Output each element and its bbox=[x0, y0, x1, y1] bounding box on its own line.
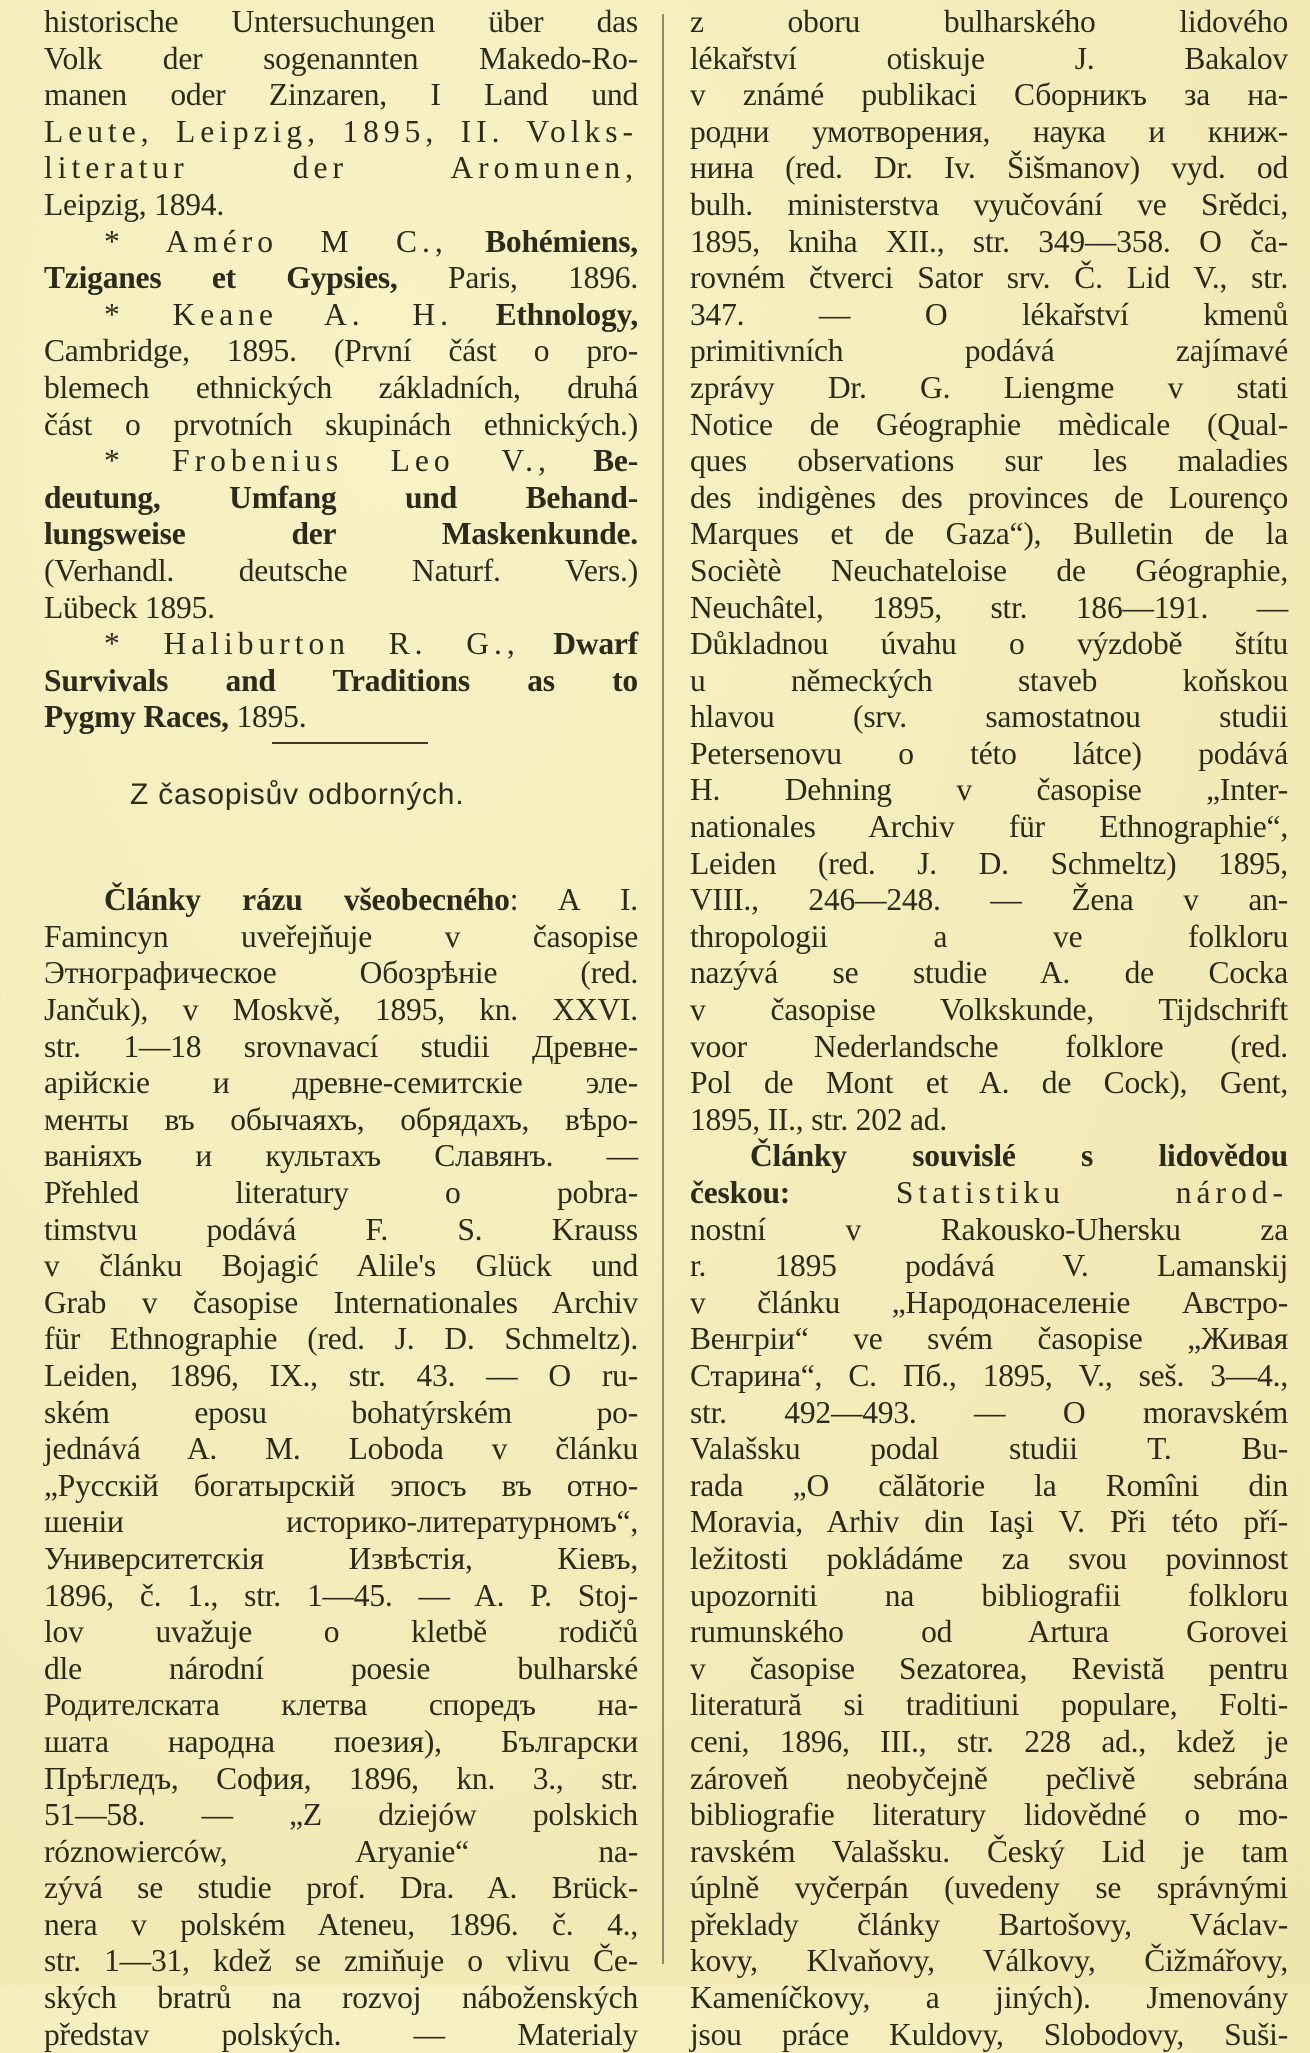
heading-bold: českou: bbox=[690, 1175, 791, 1210]
heading-bold: Články rázu všeobecného bbox=[104, 882, 510, 918]
entry-author: * Haliburton R. G., bbox=[104, 626, 520, 662]
text-line: Прѣгледъ, София, 1896, kn. 3., str. bbox=[44, 1760, 638, 1796]
article-body bbox=[690, 4, 1288, 1138]
text-line: u německých staveb koňskou bbox=[690, 662, 1288, 698]
text-line: des indigènes des provinces de Lourenço bbox=[690, 479, 1288, 515]
text-line: ských bratrů na rozvoj náboženských bbox=[44, 1980, 638, 2016]
text-line: v článku „Народонаселеніе Австро- bbox=[690, 1284, 1288, 1320]
text-line: Petersenovu o této látce) podává bbox=[690, 735, 1288, 771]
entry-title: Be- bbox=[593, 443, 638, 479]
text-line: bibliografie literatury lidovědné o mo- bbox=[690, 1797, 1288, 1833]
text-line: für Ethnographie (red. J. D. Schmeltz). bbox=[44, 1321, 638, 1357]
text-line: v známé publikaci Сборникъ за на- bbox=[690, 77, 1288, 113]
heading-tail: Statistiku národ- bbox=[895, 1175, 1288, 1210]
text-line: Венгріи“ ve svém časopise „Живая bbox=[690, 1321, 1288, 1357]
text-line: jednává A. M. Loboda v článku bbox=[44, 1431, 638, 1467]
text-line: r. 1895 podává V. Lamanskij bbox=[690, 1248, 1288, 1284]
text-line: Survivals and Traditions as to bbox=[44, 662, 638, 698]
text-line: zývá se studie prof. Dra. A. Brück- bbox=[44, 1870, 638, 1906]
text-line: historische Untersuchungen über das bbox=[44, 4, 638, 39]
text-line: v článku Bojagić Alile's Glück und bbox=[44, 1248, 638, 1284]
text-line: lov uvažuje o kletbě rodičů bbox=[44, 1614, 638, 1650]
text-line: H. Dehning v časopise „Inter- bbox=[690, 772, 1288, 808]
article-body bbox=[690, 1212, 1288, 2053]
entry-title: Tziganes et Gypsies, bbox=[44, 260, 398, 296]
text-line: ském eposu bohatýrském po- bbox=[44, 1394, 638, 1430]
text-line: ceni, 1896, III., str. 228 ad., kdež je bbox=[690, 1723, 1288, 1759]
text-line: Jančuk), v Moskvě, 1895, kn. XXVI. bbox=[44, 992, 638, 1028]
text-line: thropologii a ve folkloru bbox=[690, 918, 1288, 954]
text-line: Lübeck 1895. bbox=[44, 589, 215, 625]
text-line: kovy, Klvaňovy, Válkovy, Čižmářovy, bbox=[690, 1943, 1288, 1979]
bib-entry-keane bbox=[44, 297, 638, 334]
heading-tail: : A I. bbox=[509, 882, 638, 918]
text-line: Kameníčkovy, a jiných). Jmenovány bbox=[690, 1980, 1288, 2016]
text-line: ležitosti pokládáme za svou povinnost bbox=[690, 1540, 1288, 1576]
right-column bbox=[690, 4, 1288, 2053]
text-line: bulh. ministerstva vyučování ve Srědci, bbox=[690, 186, 1288, 222]
entry-author: * Frobenius Leo V., bbox=[104, 443, 551, 479]
text-line: Leiden (red. J. D. Schmeltz) 1895, bbox=[690, 845, 1288, 881]
text-line: Valašsku podal studii T. Bu- bbox=[690, 1431, 1288, 1467]
text-line: primitivních podává zajímavé bbox=[690, 333, 1288, 369]
text-line: Родителската клетва споредъ на- bbox=[44, 1687, 638, 1723]
text-line: 347. — O lékařství kmenů bbox=[690, 296, 1288, 332]
text-line: str. 1—18 srovnavací studii Древне- bbox=[44, 1028, 638, 1064]
text-line: Moravia, Arhiv din Iaşi V. Při této pří- bbox=[690, 1504, 1288, 1540]
text-line: překlady články Bartošovy, Václav- bbox=[690, 1906, 1288, 1942]
text-line: „Русскій богатырскій эпосъ въ отно- bbox=[44, 1467, 638, 1503]
text-line: lékařství otiskuje J. Bakalov bbox=[690, 40, 1288, 76]
text-line: rovném čtverci Sator srv. Č. Lid V., str. bbox=[690, 260, 1288, 296]
text-line: Přehled literatury o pobra- bbox=[44, 1175, 638, 1210]
text-line: ваніяхъ и культахъ Славянъ. — bbox=[44, 1138, 638, 1174]
article-heading-general bbox=[44, 882, 638, 919]
text-line: Pol de Mont et A. de Cock), Gent, bbox=[690, 1065, 1288, 1101]
bib-entry-haliburton bbox=[44, 626, 638, 663]
text-line: upozorniti na bibliografii folkloru bbox=[690, 1577, 1288, 1613]
entry-publication: Paris, 1896. bbox=[448, 260, 638, 296]
text-line: нина (red. Dr. Iv. Šišmanov) vyd. od bbox=[690, 150, 1288, 186]
left-column bbox=[44, 4, 638, 2053]
text-line: z oboru bulharského lidového bbox=[690, 4, 1288, 39]
text-line bbox=[44, 699, 638, 736]
text-line: ques observations sur les maladies bbox=[690, 443, 1288, 479]
text-line: Leiden, 1896, IX., str. 43. — O ru- bbox=[44, 1357, 638, 1393]
text-line: 1895, II., str. 202 ad. bbox=[690, 1101, 947, 1137]
text-line: Leute, Leipzig, 1895, II. Volks- bbox=[44, 113, 638, 149]
text-line: str. 492—493. — O moravském bbox=[690, 1394, 1288, 1430]
text-line: róznowierców, Aryanie“ na- bbox=[44, 1833, 638, 1869]
entry-title: Dwarf bbox=[553, 626, 638, 662]
text-line bbox=[44, 260, 638, 297]
entry-title: Pygmy Races, bbox=[44, 699, 229, 735]
text-line: část o prvotních skupinách ethnických.) bbox=[44, 406, 638, 442]
text-line: VIII., 246—248. — Žena v an- bbox=[690, 882, 1288, 918]
column-divider bbox=[662, 14, 664, 1964]
entry-author: * Améro M C., bbox=[104, 223, 448, 259]
text-line: (Verhandl. deutsche Naturf. Vers.) bbox=[44, 552, 638, 588]
text-line: ravském Valašsku. Český Lid je tam bbox=[690, 1833, 1288, 1869]
text-line: v časopise Volkskunde, Tijdschrift bbox=[690, 992, 1288, 1028]
text-line: Marques et de Gaza“), Bulletin de la bbox=[690, 516, 1288, 552]
text-line: zprávy Dr. G. Liengme v stati bbox=[690, 369, 1288, 405]
entry-author: * Keane A. H. bbox=[104, 296, 453, 332]
section-rule bbox=[272, 742, 428, 744]
text-line: voor Nederlandsche folklore (red. bbox=[690, 1028, 1288, 1064]
text-line: nationales Archiv für Ethnographie“, bbox=[690, 809, 1288, 845]
text-line: Университетскія Извѣстія, Кіевъ, bbox=[44, 1540, 638, 1576]
text-line: Leipzig, 1894. bbox=[44, 186, 225, 222]
text-line: timstvu podává F. S. Krauss bbox=[44, 1211, 638, 1247]
text-line: nera v polském Ateneu, 1896. č. 4., bbox=[44, 1906, 638, 1942]
text-line: арійскіе и древне-семитскіе эле- bbox=[44, 1065, 638, 1101]
text-line: lungsweise der Maskenkunde. bbox=[44, 516, 638, 552]
text-line: v časopise Sezatorea, Revistă pentru bbox=[690, 1650, 1288, 1686]
text-line: Famincyn uveřejňuje v časopise bbox=[44, 918, 638, 954]
text-line: literatură si traditiuni populare, Folti- bbox=[690, 1687, 1288, 1723]
article-heading-czech: Články souvislé s lidovědou bbox=[750, 1138, 1288, 1174]
text-line: úplně vyčerpán (uvedeny se správnými bbox=[690, 1870, 1288, 1906]
text-line: Notice de Géographie mèdicale (Qual- bbox=[690, 406, 1288, 442]
text-line: родни умотворения, наука и книж- bbox=[690, 113, 1288, 149]
text-line: 51—58. — „Z dziejów polskich bbox=[44, 1797, 638, 1833]
text-line bbox=[690, 1175, 1288, 1212]
text-line: Sociètè Neuchateloise de Géographie, bbox=[690, 552, 1288, 588]
bib-entry-frobenius bbox=[44, 443, 638, 480]
text-line: Volk der sogenannten Makedo-Ro- bbox=[44, 40, 638, 76]
text-line: jsou práce Kuldovy, Slobodovy, Suši- bbox=[690, 2016, 1288, 2052]
text-line: manen oder Zinzaren, I Land und bbox=[44, 77, 638, 113]
text-line: představ polských. — Materialy bbox=[44, 2016, 638, 2052]
entry-year: 1895. bbox=[236, 699, 307, 735]
bib-entry-amero bbox=[44, 224, 638, 261]
text-line: dle národní poesie bulharské bbox=[44, 1650, 638, 1686]
text-line: Neuchâtel, 1895, str. 186—191. — bbox=[690, 589, 1288, 625]
text-line: literatur der Aromunen, bbox=[44, 150, 638, 186]
text-line: Cambridge, 1895. (První část o pro- bbox=[44, 333, 638, 369]
text-line: str. 1—31, kdež se zmiňuje o vlivu Če- bbox=[44, 1943, 638, 1979]
text-line: шата народна поезия), Български bbox=[44, 1723, 638, 1759]
text-line: hlavou (srv. samostatnou studii bbox=[690, 699, 1288, 735]
text-line: Důkladnou úvahu o výzdobě štítu bbox=[690, 626, 1288, 662]
text-line: 1896, č. 1., str. 1—45. — A. P. Stoj- bbox=[44, 1577, 638, 1613]
section-heading: Z časopisův odborných. bbox=[130, 778, 465, 811]
text-line: deutung, Umfang und Behand- bbox=[44, 479, 638, 515]
text-line: rada „O călătorie la Romîni din bbox=[690, 1467, 1288, 1503]
text-line: nazývá se studie A. de Cocka bbox=[690, 955, 1288, 991]
text-line: 1895, kniha XII., str. 349—358. O ča- bbox=[690, 223, 1288, 259]
text-line: Grab v časopise Internationales Archiv bbox=[44, 1284, 638, 1320]
article-body bbox=[44, 919, 638, 2053]
text-line: Этнографическое Обозрѣніе (red. bbox=[44, 955, 638, 991]
entry-title: Ethnology, bbox=[495, 296, 638, 332]
text-line: zároveň neobyčejně pečlivě sebrána bbox=[690, 1760, 1288, 1796]
text-line: шеніи историко-литературномъ“, bbox=[44, 1504, 638, 1540]
text-line: менты въ обычаяхъ, обрядахъ, вѣро- bbox=[44, 1101, 638, 1137]
text-line: Старина“, С. Пб., 1895, V., seš. 3—4., bbox=[690, 1357, 1288, 1393]
text-line: rumunského od Artura Gorovei bbox=[690, 1614, 1288, 1650]
text-line: nostní v Rakousko-Uhersku za bbox=[690, 1211, 1288, 1247]
text-line: blemech ethnických základních, druhá bbox=[44, 369, 638, 405]
entry-title: Bohémiens, bbox=[485, 223, 638, 259]
